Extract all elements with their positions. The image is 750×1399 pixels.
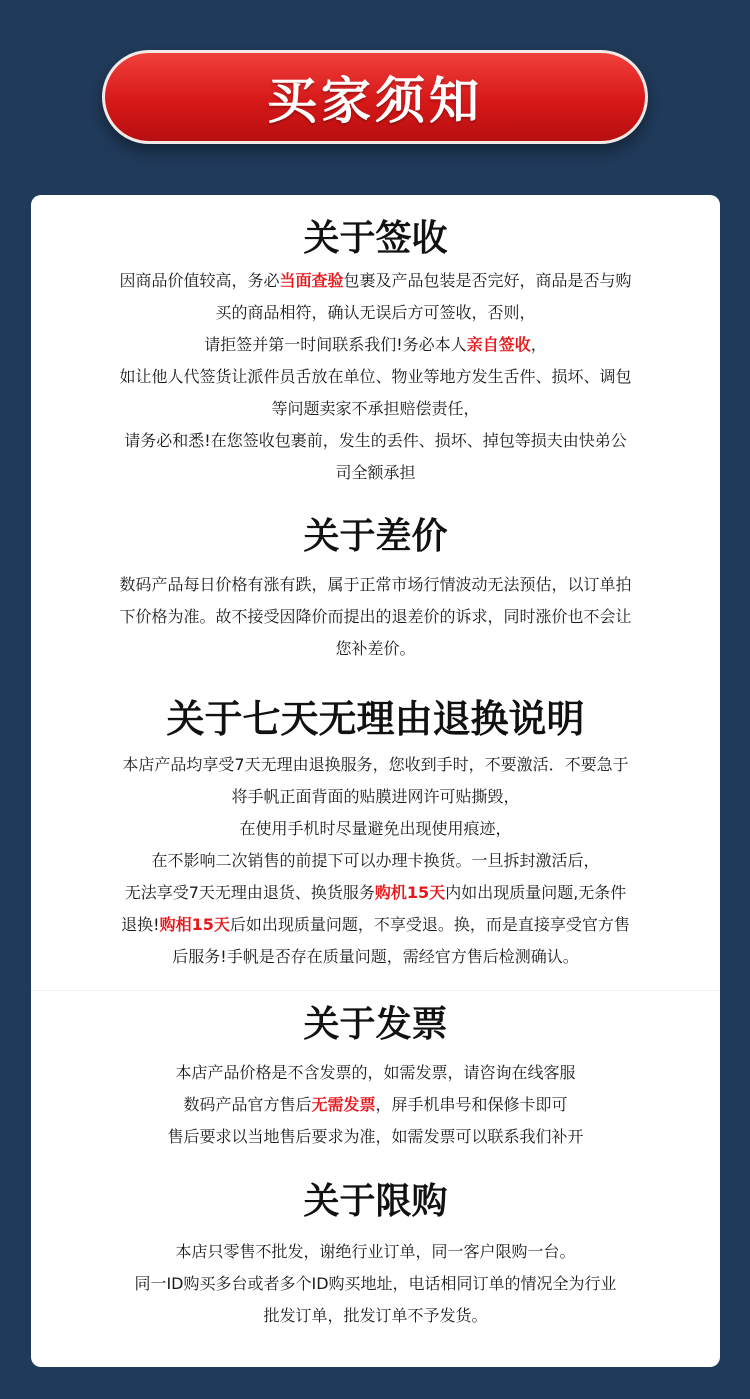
body-line <box>31 457 720 489</box>
section-purchase-limit <box>31 1180 720 1332</box>
section-body <box>31 1057 720 1153</box>
body-text: 售后要求以当地售后要求为准，如需发票可以联系我们补开 <box>167 1127 584 1146</box>
body-text: 批发订单，批发订单不予发货。 <box>263 1306 488 1325</box>
body-text: 将手帆正面背面的贴膜进网许可贴撕毁， <box>231 787 520 806</box>
section-body <box>31 1236 720 1332</box>
section-signing <box>31 217 720 489</box>
body-text: ，屏手机串号和保修卡即可 <box>375 1095 568 1114</box>
body-text: 后服务!手帆是否存在质量问题，需经官方售后检测确认。 <box>172 947 579 966</box>
divider <box>31 990 720 991</box>
body-line <box>31 845 720 877</box>
body-line <box>31 749 720 781</box>
body-line <box>31 1268 720 1300</box>
body-line <box>31 877 720 909</box>
body-text: 数码产品每日价格有涨有跌，属于正常市场行情波动无法预估，以订单拍 <box>119 575 632 594</box>
body-line <box>31 361 720 393</box>
body-line <box>31 569 720 601</box>
notice-card <box>31 195 720 1367</box>
section-price-difference <box>31 515 720 665</box>
body-text: ， <box>530 335 547 354</box>
body-text: 请拒签并第一时间联系我们!务必本人 <box>204 335 467 354</box>
body-text: 在不影响二次销售的前提下可以办理卡换货。一旦拆封激活后， <box>151 851 600 870</box>
body-text: 因商品价值较高，务必 <box>119 271 280 290</box>
body-line <box>31 909 720 941</box>
section-title: 关于限购 <box>303 1181 448 1222</box>
highlight-text: 购相15天 <box>159 915 230 934</box>
body-text: 无法享受7天无理由退货、换货服务 <box>124 883 375 902</box>
highlight-text: 亲自签收 <box>466 335 531 354</box>
body-line <box>31 941 720 973</box>
body-line <box>31 1121 720 1153</box>
body-line <box>31 1236 720 1268</box>
body-text: 退换! <box>121 915 160 934</box>
body-line <box>31 425 720 457</box>
section-invoice <box>31 1003 720 1153</box>
body-line <box>31 781 720 813</box>
body-line <box>31 601 720 633</box>
body-text: 本店产品均享受7天无理由退换服务，您收到手时，不要激活．不要急于 <box>122 755 629 774</box>
body-line <box>31 633 720 665</box>
body-line <box>31 1300 720 1332</box>
highlight-text: 无需发票 <box>311 1095 376 1114</box>
body-text: 在使用手机时尽量避免出现使用痕迹， <box>239 819 512 838</box>
body-line <box>31 1089 720 1121</box>
section-title: 关于七天无理由退换说明 <box>166 697 585 741</box>
section-body <box>31 749 720 973</box>
body-line <box>31 297 720 329</box>
body-text: 下价格为准。故不接受因降价而提出的退差价的诉求，同时涨价也不会让 <box>119 607 632 626</box>
highlight-text: 当面查验 <box>279 271 344 290</box>
body-text: 本店产品价格是不含发票的，如需发票，请咨询在线客服 <box>175 1063 576 1082</box>
body-text: 数码产品官方售后 <box>183 1095 312 1114</box>
section-title: 关于发票 <box>303 1004 448 1045</box>
body-line <box>31 329 720 361</box>
body-text: 包裹及产品包装是否完好，商品是否与购 <box>343 271 632 290</box>
body-text: 等问题卖家不承担赔偿责任， <box>271 399 480 418</box>
body-line <box>31 813 720 845</box>
body-text: 内如出现质量问题,无条件 <box>445 883 627 902</box>
body-text: 本店只零售不批发，谢绝行业订单，同一客户限购一台。 <box>175 1242 576 1261</box>
body-text: 同一ID购买多台或者多个ID购买地址，电话相同订单的情况全为行业 <box>134 1274 617 1293</box>
body-line <box>31 393 720 425</box>
section-body <box>31 569 720 665</box>
section-title: 关于签收 <box>303 218 448 259</box>
body-text: 司全额承担 <box>335 463 416 482</box>
section-title: 关于差价 <box>303 516 448 557</box>
title-banner <box>102 50 648 144</box>
section-body <box>31 265 720 489</box>
body-line <box>31 1057 720 1089</box>
banner-title: 买家须知 <box>267 72 483 130</box>
body-text: 请务必和悉!在您签收包裹前，发生的丢件、损坏、掉包等损夫由快弟公 <box>124 431 627 450</box>
body-line <box>31 265 720 297</box>
section-seven-day-return <box>31 697 720 973</box>
body-text: 如让他人代签货让派件员舌放在单位、物业等地方发生舌件、损坏、调包 <box>119 367 632 386</box>
body-text: 后如出现质量问题，不享受退。换，而是直接享受官方售 <box>229 915 630 934</box>
highlight-text: 购机15天 <box>374 883 446 902</box>
body-text: 您补差价。 <box>335 639 416 658</box>
body-text: 买的商品相符，确认无误后方可签收，否则， <box>215 303 536 322</box>
